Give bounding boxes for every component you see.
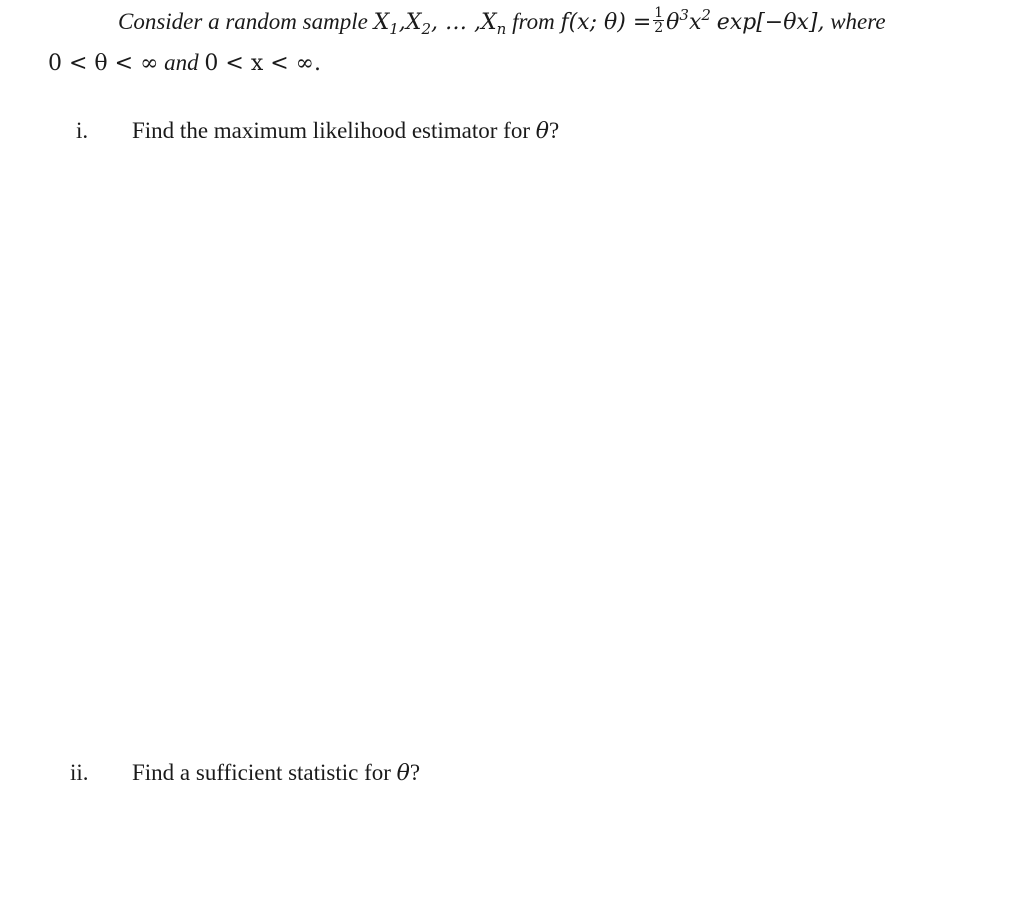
- from-text: from: [512, 9, 555, 34]
- exp-term: exp[−θx],: [716, 10, 825, 35]
- sample-variables: $X_1,X_2$, … $,X_n$: [373, 10, 507, 38]
- question-2-number: ii.: [70, 760, 89, 785]
- question-2-text: Find a sufficient statistic for θ?: [132, 760, 421, 786]
- x-condition: 0 < x < ∞.: [204, 51, 321, 76]
- x-squared: $x^2$: [688, 6, 711, 35]
- problem-statement-line-1: [118, 5, 886, 38]
- and-text: and: [164, 50, 199, 75]
- theta-condition: 0 < θ < ∞: [48, 51, 159, 76]
- question-1-number: i.: [76, 118, 89, 143]
- question-1-text: Find the maximum likelihood estimator for θ?: [132, 118, 560, 144]
- theta-cubed: $\theta^3$: [666, 6, 689, 35]
- question-1-theta: θ: [535, 119, 549, 144]
- question-2-theta: θ: [396, 761, 410, 786]
- where-text: where: [830, 9, 886, 34]
- density-lhs: f(x; θ) =: [560, 10, 652, 35]
- one-half-fraction: $\frac{1}{2}$: [654, 5, 664, 37]
- problem-statement-line-2: [48, 49, 321, 78]
- intro-text: Consider a random sample: [118, 9, 368, 34]
